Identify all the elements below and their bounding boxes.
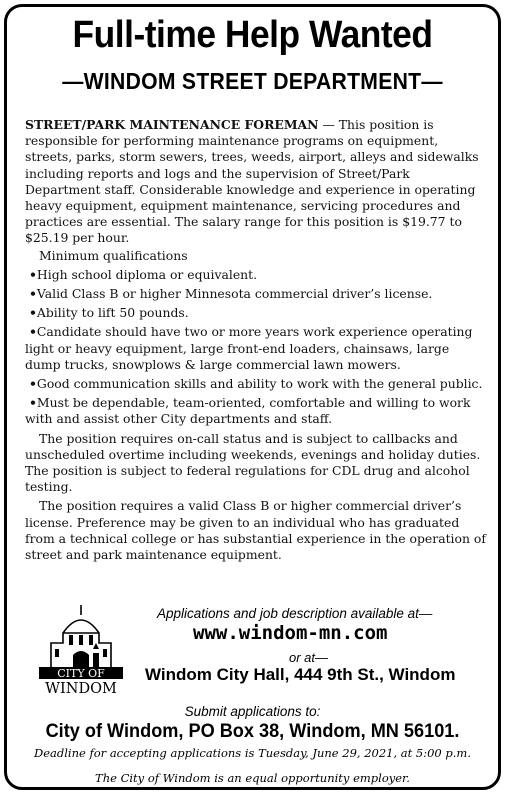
- bullet-icon: •: [29, 324, 37, 340]
- logo-line-2: WINDOM: [45, 681, 117, 697]
- qualification-item: •Ability to lift 50 pounds.: [29, 305, 189, 321]
- qualification-item: •High school diploma or equivalent.: [29, 266, 258, 282]
- equal-opportunity-statement: The City of Windom is an equal opportunity employer.: [95, 771, 410, 785]
- qualification-item: •Valid Class B or higher Minnesota commercial driver’s license.: [29, 286, 433, 302]
- intro-paragraph: [25, 117, 487, 247]
- city-of-windom-logo: [33, 603, 129, 699]
- oncall-paragraph: The position requires on-call status and is subject to callbacks and unscheduled overtime including weekends, evenings and holiday duties. The position is subject to federal regulations for CDL drug and alcohol testing.: [25, 430, 481, 495]
- qualification-item: •Good communication skills and ability to work with the general public.: [29, 376, 483, 392]
- logo-line-1: CITY OF: [57, 667, 105, 680]
- qualification-item: •Must be dependable, team-oriented, comfortable and willing to work with and assist other City departments and staff.: [25, 395, 471, 427]
- applications-info: Applications and job description available at—: [157, 606, 433, 621]
- deadline-text: Deadline for accepting applications is Tuesday, June 29, 2021, at 5:00 p.m.: [34, 746, 471, 760]
- position-title: STREET/PARK MAINTENANCE FOREMAN: [25, 117, 319, 132]
- min-qualifications-label: Minimum qualifications: [39, 247, 188, 263]
- bullet-icon: •: [29, 376, 37, 392]
- website-link[interactable]: www.windom-mn.com: [193, 622, 388, 644]
- qualification-item: •Candidate should have two or more years work experience operating light or heavy equipment, large front-end loaders, chainsaws, large dump trucks, snowplows & large commercial lawn mowers.: [25, 324, 473, 372]
- city-hall-address: Windom City Hall, 444 9th St., Windom: [145, 665, 456, 684]
- subheadline: —WINDOM STREET DEPARTMENT—: [62, 68, 443, 94]
- ad-body: [25, 117, 487, 563]
- mailing-address: City of Windom, PO Box 38, Windom, MN 56101.: [45, 720, 460, 742]
- bullet-icon: •: [29, 305, 37, 321]
- bullet-icon: •: [29, 286, 37, 302]
- intro-text: — This position is responsible for performing maintenance programs on equipment, streets, parks, storm sewers, trees, weeds, airport, alleys and sidewalks including reports and logs and the supervision of Street/Park Department staff. Considerable knowledge and experience in operating heavy equipment, equipment maintenance, servicing procedures and practices are essential. The salary range for this position is $19.77 to $25.19 per hour.: [25, 117, 479, 246]
- bullet-icon: •: [29, 266, 37, 282]
- job-ad-frame: [4, 4, 501, 790]
- license-paragraph: The position requires a valid Class B or higher commercial driver’s license. Preference may be given to an individual who has graduated from a technical college or has substantial experience in the operation of street and park maintenance equipment.: [25, 498, 486, 563]
- submit-label: Submit applications to:: [184, 704, 321, 719]
- headline: Full-time Help Wanted: [72, 14, 433, 56]
- or-at-label: or at—: [289, 650, 329, 665]
- bullet-icon: •: [29, 395, 37, 411]
